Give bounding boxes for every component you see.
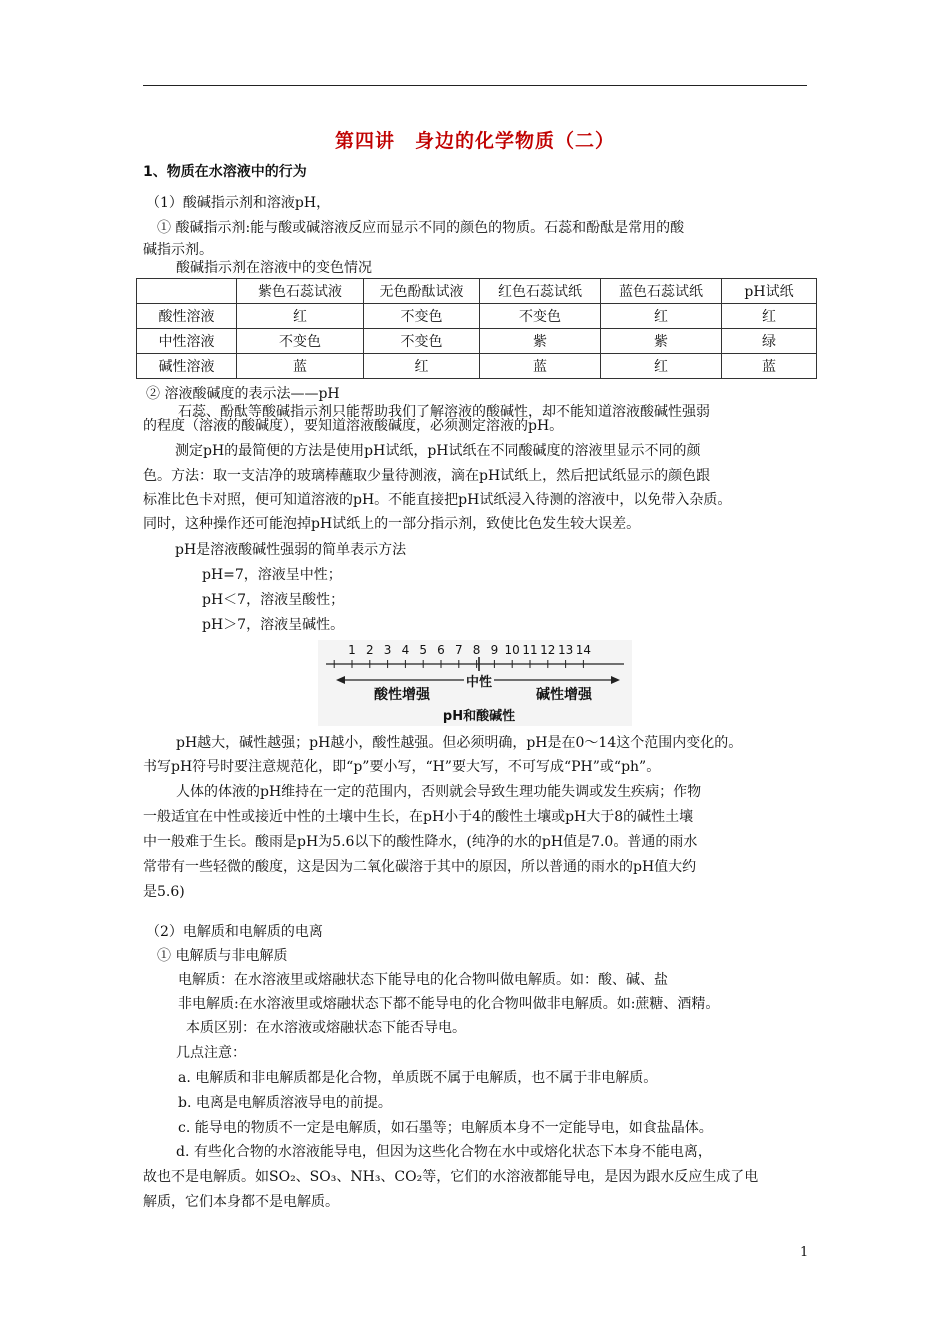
table-cell: 红 [364, 354, 480, 379]
paragraph-line: 中一般难于生长。酸雨是pH为5.6以下的酸性降水，(纯净的水的pH值是7.0。普通的雨水 [143, 834, 698, 850]
table-header-row [137, 279, 817, 304]
paragraph-line: 的程度（溶液的酸碱度），要知道溶液酸碱度，必须测定溶液的pH。 [143, 418, 564, 434]
paragraph-line: ① 电解质与非电解质 [157, 948, 288, 964]
paragraph-line: 非电解质:在水溶液里或熔融状态下都不能导电的化合物叫做非电解质。如:蔗糖、酒精。 [178, 996, 720, 1012]
table-cell: 紫 [480, 329, 601, 354]
table-cell: 蓝 [722, 354, 817, 379]
scale-number: 1 [348, 643, 356, 657]
table-cell: 不变色 [237, 329, 364, 354]
scale-number: 4 [401, 643, 410, 657]
paragraph-line: 色。方法：取一支洁净的玻璃棒蘸取少量待测液，滴在pH试纸上，然后把试纸显示的颜色跟 [143, 468, 711, 484]
subsection-heading: （2）电解质和电解质的电离 [146, 924, 323, 940]
paragraph-line: a. 电解质和非电解质都是化合物，单质既不属于电解质，也不属于非电解质。 [178, 1070, 658, 1086]
ph-scale-figure [318, 640, 632, 726]
paragraph-line: 人体的体液的pH维持在一定的范围内，否则就会导致生理功能失调或发生疾病；作物 [176, 784, 702, 800]
table-cell: 红 [601, 354, 722, 379]
scale-number: 14 [575, 643, 592, 657]
paragraph-line: 本质区别：在水溶液或熔融状态下能否导电。 [186, 1020, 466, 1036]
table-row [137, 354, 817, 379]
page-title: 第四讲 身边的化学物质（二） [334, 130, 615, 152]
paragraph-line: 常带有一些轻微的酸度，这是因为二氧化碳溶于其中的原因，所以普通的雨水的pH值大约 [143, 859, 697, 875]
scale-number: 10 [504, 643, 520, 657]
table-cell: 蓝 [480, 354, 601, 379]
paragraph-line: 一般适宜在中性或接近中性的土壤中生长，在pH小于4的酸性土壤或pH大于8的碱性土壤 [143, 809, 694, 825]
table-cell: 酸性溶液 [137, 304, 237, 329]
table-header-cell: pH试纸 [722, 279, 817, 304]
table-cell: 红 [722, 304, 817, 329]
paragraph-line: 同时，这种操作还可能泡掉pH试纸上的一部分指示剂，致使比色发生较大误差。 [143, 516, 641, 532]
paragraph-line: 碱指示剂。 [143, 242, 213, 258]
scale-number: 13 [557, 643, 574, 657]
scale-number: 9 [490, 643, 499, 657]
table-header-cell [137, 279, 237, 304]
table-header-cell: 紫色石蕊试液 [237, 279, 364, 304]
paragraph-line: 测定pH的最简便的方法是使用pH试纸，pH试纸在不同酸碱度的溶液里显示不同的颜 [175, 443, 701, 459]
table-header-cell: 蓝色石蕊试纸 [601, 279, 722, 304]
paragraph-line: d. 有些化合物的水溶液能导电，但因为这些化合物在水中或熔化状态下本身不能电离， [176, 1144, 712, 1160]
paragraph-line: ② 溶液酸碱度的表示法——pH [146, 386, 340, 402]
table-row [137, 304, 817, 329]
paragraph-line: ① 酸碱指示剂:能与酸或碱溶液反应而显示不同的颜色的物质。石蕊和酚酞是常用的酸 [157, 220, 685, 236]
scale-number: 8 [472, 643, 481, 657]
paragraph-line: 是5.6) [143, 884, 185, 900]
table-cell: 碱性溶液 [137, 354, 237, 379]
paragraph-line: 电解质：在水溶液里或熔融状态下能导电的化合物叫做电解质。如：酸、碱、盐 [178, 972, 668, 988]
table-header-cell: 无色酚酞试液 [364, 279, 480, 304]
paragraph-line: pH是溶液酸碱性强弱的简单表示方法 [175, 542, 407, 558]
scale-number: 11 [522, 643, 538, 657]
table-cell: 中性溶液 [137, 329, 237, 354]
table-cell: 红 [601, 304, 722, 329]
table-caption: 酸碱指示剂在溶液中的变色情况 [176, 260, 372, 276]
indicator-table [136, 278, 817, 379]
paragraph-line: 故也不是电解质。如SO₂、SO₃、NH₃、CO₂等，它们的水溶液都能导电，是因为跟水反应生成了电 [143, 1169, 759, 1185]
paragraph-line: pH越大，碱性越强；pH越小，酸性越强。但必须明确，pH是在0～14这个范围内变化的。 [176, 735, 743, 751]
neutral-label: 中性 [465, 675, 493, 690]
table-header-cell: 红色石蕊试纸 [480, 279, 601, 304]
paragraph-line: 几点注意： [176, 1045, 246, 1061]
paragraph-line: pH=7，溶液呈中性； [202, 567, 342, 583]
paragraph-line: pH＜7，溶液呈酸性； [202, 592, 345, 608]
table-cell: 红 [237, 304, 364, 329]
section-heading: 1、物质在水溶液中的行为 [143, 164, 307, 180]
scale-number: 2 [365, 643, 374, 657]
acid-label: 酸性增强 [374, 687, 430, 703]
scale-caption: pH和酸碱性 [442, 709, 516, 724]
paragraph-line: c. 能导电的物质不一定是电解质，如石墨等；电解质本身不一定能导电，如食盐晶体。 [178, 1120, 713, 1136]
page-number: 1 [800, 1245, 809, 1260]
paragraph-line: 解质，它们本身都不是电解质。 [143, 1194, 339, 1210]
base-label: 碱性增强 [536, 687, 592, 703]
scale-number: 7 [454, 643, 463, 657]
scale-number: 3 [383, 643, 392, 657]
subsection-heading: （1）酸碱指示剂和溶液pH， [146, 195, 331, 211]
scale-number: 12 [540, 643, 556, 657]
paragraph-line: 石蕊、酚酞等酸碱指示剂只能帮助我们了解溶液的酸碱性，却不能知道溶液酸碱性强弱 [178, 404, 710, 420]
table-cell: 不变色 [480, 304, 601, 329]
table-row [137, 329, 817, 354]
table-cell: 不变色 [364, 329, 480, 354]
header-rule [143, 85, 807, 86]
paragraph-line: 书写pH符号时要注意规范化，即“p”要小写，“H”要大写，不可写成“PH”或“ph”。 [143, 759, 661, 775]
paragraph-line: pH＞7，溶液呈碱性。 [202, 617, 345, 633]
table-cell: 不变色 [364, 304, 480, 329]
table-cell: 绿 [722, 329, 817, 354]
scale-number: 5 [419, 643, 428, 657]
paragraph-line: 标准比色卡对照，便可知道溶液的pH。不能直接把pH试纸浸入待测的溶液中，以免带入杂质。 [143, 492, 732, 508]
table-cell: 紫 [601, 329, 722, 354]
paragraph-line: b. 电离是电解质溶液导电的前提。 [178, 1095, 392, 1111]
table-cell: 蓝 [237, 354, 364, 379]
scale-number: 6 [437, 643, 445, 657]
